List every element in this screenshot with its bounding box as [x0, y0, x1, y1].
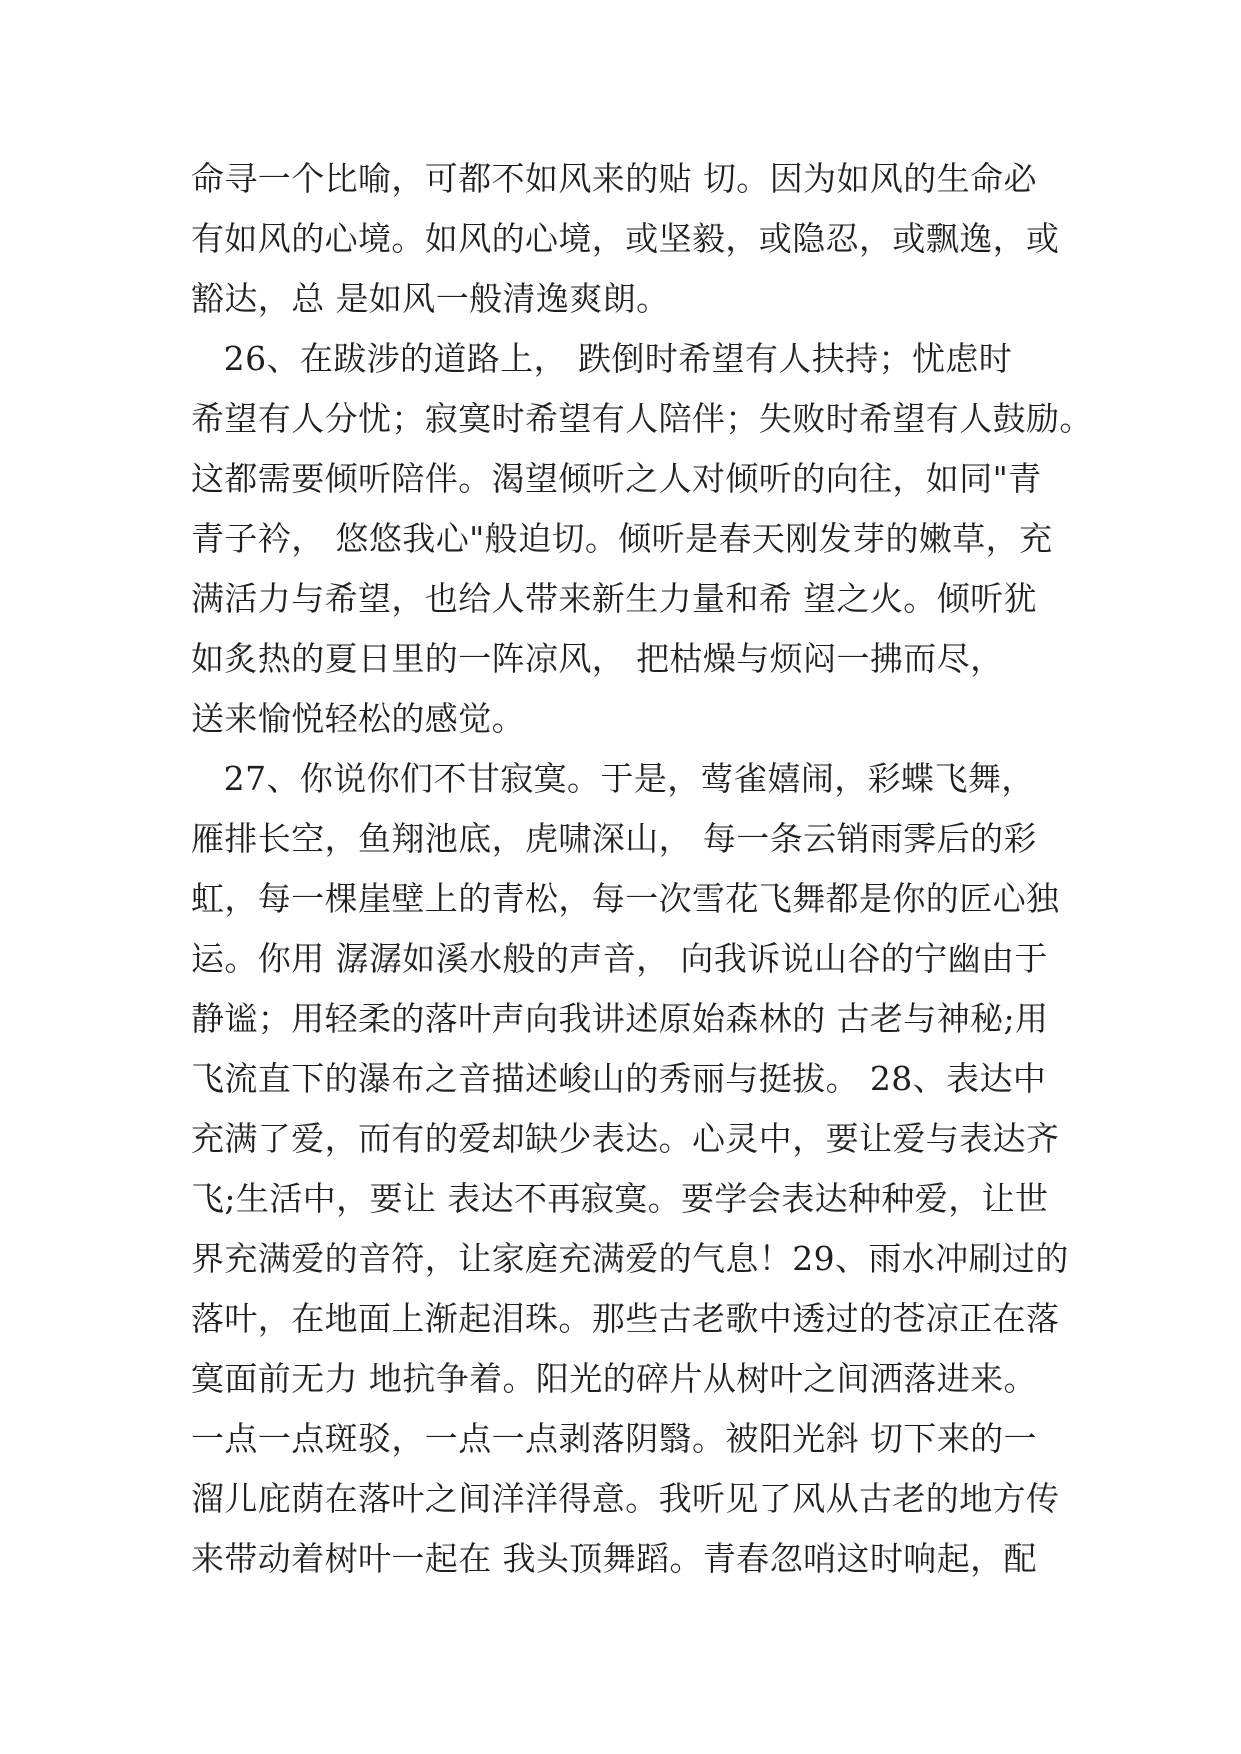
text-line: 飞流直下的瀑布之音描述峻山的秀丽与挺拔。 28、表达中	[191, 1059, 1047, 1098]
text-line: 送来愉悦轻松的感觉。	[191, 699, 525, 738]
text-line: 满活力与希望，也给人带来新生力量和希 望之火。倾听犹	[191, 579, 1037, 618]
text-line: 来带动着树叶一起在 我头顶舞蹈。青春忽哨这时响起，配	[191, 1539, 1037, 1578]
text-line: 落叶，在地面上渐起泪珠。那些古老歌中透过的苍凉正在落	[191, 1299, 1060, 1338]
text-line: 雁排长空，鱼翔池底，虎啸深山， 每一条云销雨霁后的彩	[191, 819, 1037, 858]
text-line: 青子衿， 悠悠我心"般迫切。倾听是春天刚发芽的嫩草，充	[191, 519, 1053, 558]
body-text	[191, 149, 1093, 1589]
text-line: 有如风的心境。如风的心境，或坚毅，或隐忍，或飘逸，或	[191, 219, 1060, 258]
text-line: 寞面前无力 地抗争着。阳光的碎片从树叶之间洒落进来。	[191, 1359, 1037, 1398]
text-line: 运。你用 潺潺如溪水般的声音， 向我诉说山谷的宁幽由于	[191, 939, 1048, 978]
text-line: 一点一点斑驳，一点一点剥落阴翳。被阳光斜 切下来的一	[191, 1419, 1037, 1458]
text-line: 界充满爱的音符，让家庭充满爱的气息！29、雨水冲刷过的	[191, 1239, 1069, 1278]
text-line: 静谧；用轻柔的落叶声向我讲述原始森林的 古老与神秘;用	[191, 999, 1049, 1038]
text-line: 希望有人分忧；寂寞时希望有人陪伴；失败时希望有人鼓励。	[191, 399, 1093, 438]
text-line: 充满了爱，而有的爱却缺少表达。心灵中，要让爱与表达齐	[191, 1119, 1060, 1158]
text-line: 虹，每一棵崖壁上的青松，每一次雪花飞舞都是你的匠心独	[191, 879, 1060, 918]
text-line: 溜儿庇荫在落叶之间洋洋得意。我听见了风从古老的地方传	[191, 1479, 1060, 1518]
text-line: 27、你说你们不甘寂寞。于是，莺雀嬉闹，彩蝶飞舞，	[191, 759, 1035, 798]
text-line: 这都需要倾听陪伴。渴望倾听之人对倾听的向往，如同"青	[191, 459, 1042, 498]
text-line: 飞;生活中，要让 表达不再寂寞。要学会表达种种爱，让世	[191, 1179, 1049, 1218]
text-line: 豁达，总 是如风一般清逸爽朗。	[191, 279, 670, 318]
text-line: 命寻一个比喻，可都不如风来的贴 切。因为如风的生命必	[191, 159, 1037, 198]
text-line: 如炙热的夏日里的一阵凉风， 把枯燥与烦闷一拂而尽，	[191, 639, 1004, 678]
text-line: 26、在跋涉的道路上， 跌倒时希望有人扶持；忧虑时	[191, 339, 1013, 378]
